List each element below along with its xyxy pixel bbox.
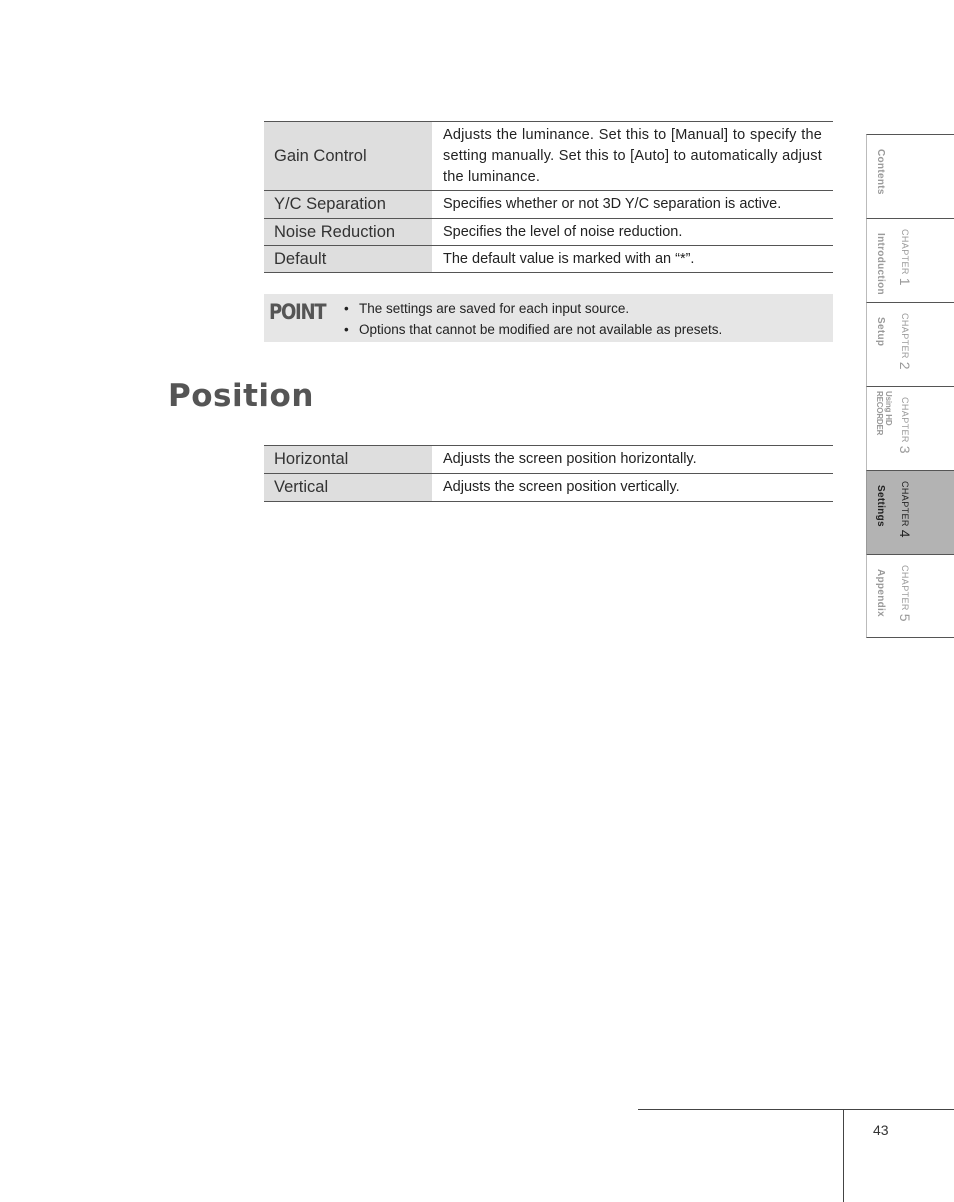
setting-name: Noise Reduction xyxy=(264,219,432,246)
nav-tab-chapter xyxy=(897,229,913,286)
table-row xyxy=(264,122,833,191)
table-row xyxy=(264,219,833,246)
list-item: • The settings are saved for each input source. xyxy=(344,298,722,319)
page-number: 43 xyxy=(873,1122,889,1138)
footer-rule xyxy=(638,1109,954,1110)
nav-tab-label: Appendix xyxy=(875,569,886,617)
chapter-nav xyxy=(866,134,954,638)
nav-tab-chapter xyxy=(897,565,913,622)
point-note xyxy=(264,294,833,342)
nav-tab-using-hd-recorder[interactable] xyxy=(866,386,954,470)
nav-tab-setup[interactable] xyxy=(866,302,954,386)
nav-tab-label: Contents xyxy=(875,149,886,195)
setting-name: Default xyxy=(264,246,432,273)
chapter-number: 4 xyxy=(897,529,913,538)
nav-tab-contents[interactable] xyxy=(866,134,954,218)
chapter-number: 2 xyxy=(897,361,913,370)
nav-tab-label: Using HD RECORDER xyxy=(875,391,893,436)
nav-tab-label: Settings xyxy=(875,485,886,527)
chapter-label: CHAPTER xyxy=(900,313,910,359)
chapter-label: CHAPTER xyxy=(900,565,910,611)
nav-tab-introduction[interactable] xyxy=(866,218,954,302)
settings-table xyxy=(264,121,833,273)
table-row xyxy=(264,246,833,273)
chapter-label: CHAPTER xyxy=(900,229,910,275)
chapter-number: 3 xyxy=(897,445,913,454)
footer-divider xyxy=(843,1109,844,1202)
setting-name: Horizontal xyxy=(264,446,432,474)
chapter-number: 5 xyxy=(897,613,913,622)
point-label: POINT xyxy=(269,300,326,324)
setting-description: Specifies the level of noise reduction. xyxy=(432,219,833,246)
table-row xyxy=(264,446,833,474)
setting-description: The default value is marked with an “*”. xyxy=(432,246,833,273)
setting-description: Specifies whether or not 3D Y/C separation is active. xyxy=(432,191,833,219)
nav-tab-settings[interactable] xyxy=(866,470,954,554)
setting-name: Vertical xyxy=(264,474,432,502)
nav-tab-appendix[interactable] xyxy=(866,554,954,638)
table-row xyxy=(264,474,833,502)
list-item: • Options that cannot be modified are not available as presets. xyxy=(344,319,722,340)
chapter-label: CHAPTER xyxy=(900,481,910,527)
setting-name: Y/C Separation xyxy=(264,191,432,219)
nav-tab-chapter xyxy=(897,481,913,538)
nav-tab-chapter xyxy=(897,397,913,454)
setting-name: Gain Control xyxy=(264,122,432,191)
nav-tab-chapter xyxy=(897,313,913,370)
table-row xyxy=(264,191,833,219)
nav-tab-label: Setup xyxy=(875,317,886,347)
nav-tab-label: Introduction xyxy=(875,233,886,295)
section-heading: Position xyxy=(168,378,314,414)
setting-description: Adjusts the screen position vertically. xyxy=(432,474,833,502)
position-table xyxy=(264,445,833,502)
chapter-label: CHAPTER xyxy=(900,397,910,443)
point-list xyxy=(344,298,722,340)
setting-description: Adjusts the luminance. Set this to [Manual] to specify the setting manually. Set this to [Auto] to automatically adjust the luminance. xyxy=(432,122,833,191)
setting-description: Adjusts the screen position horizontally. xyxy=(432,446,833,474)
chapter-number: 1 xyxy=(897,277,913,286)
